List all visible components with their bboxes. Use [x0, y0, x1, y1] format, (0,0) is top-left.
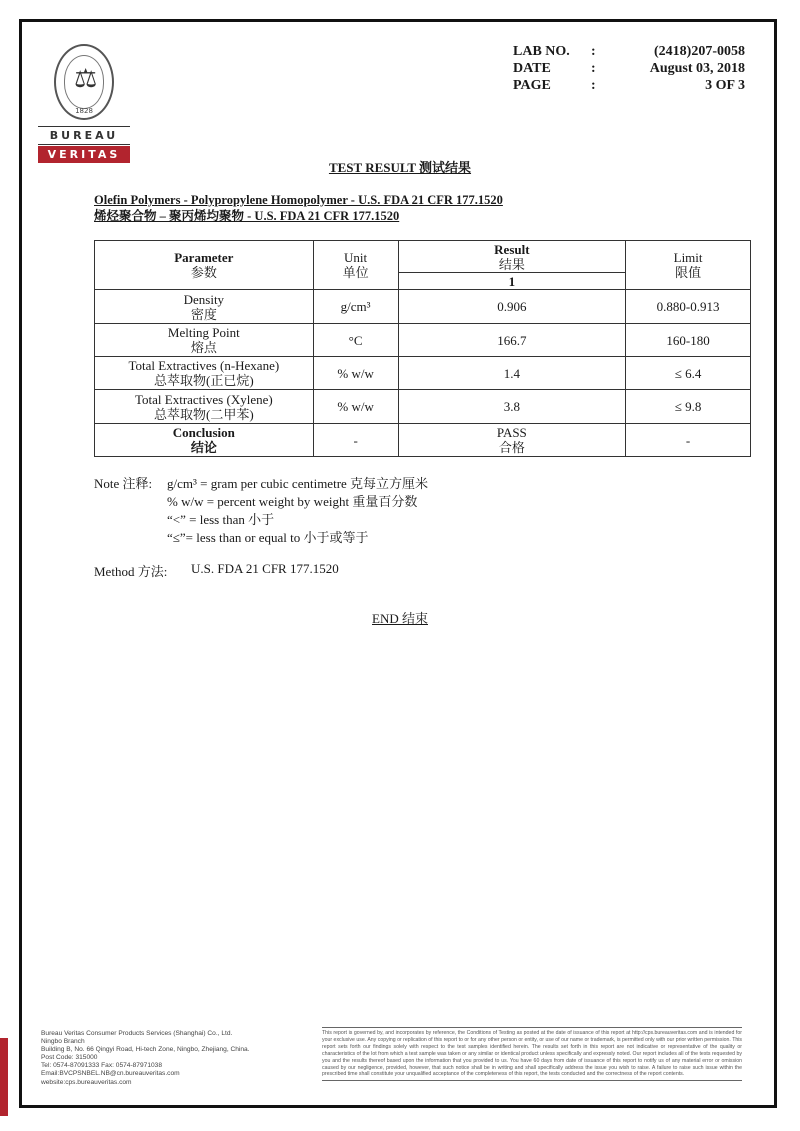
product-title	[94, 192, 503, 224]
method-row	[94, 561, 339, 580]
logo-figure-icon: ⚖	[74, 64, 98, 94]
date-value: August 03, 2018	[649, 61, 745, 76]
unit-cell: % w/w	[313, 390, 398, 424]
logo-year: 1828	[75, 107, 93, 115]
table-row	[95, 290, 751, 324]
table-row	[95, 324, 751, 357]
limit-cell: ≤ 6.4	[626, 357, 751, 390]
limit-cell: 160-180	[626, 324, 751, 357]
lab-no-label: LAB NO.	[513, 44, 570, 59]
unit-cell: °C	[313, 324, 398, 357]
header-limit-en: Limit	[673, 250, 703, 265]
limit-cell: ≤ 9.8	[626, 390, 751, 424]
param-en: Density	[183, 291, 225, 307]
logo-word-veritas: VERITAS	[38, 146, 130, 163]
address-line: Bureau Veritas Consumer Products Services (Shanghai) Co., Ltd.	[41, 1030, 233, 1037]
conclusion-result-en: PASS	[496, 425, 527, 440]
end-mark: END 结束	[372, 611, 428, 626]
notes-section	[94, 475, 428, 547]
notes-label: Note 注释:	[94, 476, 153, 491]
date-row	[513, 60, 753, 77]
param-cell	[95, 357, 314, 390]
param-cell	[95, 390, 314, 424]
edge-color-mark	[0, 1038, 8, 1116]
date-label: DATE	[513, 61, 551, 76]
note-row	[94, 511, 428, 529]
header-result-cn: 结果	[498, 256, 525, 272]
page-label: PAGE	[513, 78, 551, 93]
note-line: % w/w = percent weight by weight 重量百分数	[167, 494, 418, 509]
header-parameter-cn: 参数	[190, 265, 217, 280]
footer-legal-disclaimer: This report is governed by, and incorporates by reference, the Conditions of Testing as posted at the date of issuance of this report at http://cps.bureauveritas.com and is intended for your exclusive use. Any copying or replication of this report to or for any other person or entity, or use of our name or trademark, is permitted only with our prior written permission. This report sets forth our findings solely with respect to the test samples identified herein. The results set forth in this report are not indicative or representative of the quality or characteristics of the lot from which a test sample was taken or any similar or identical product unless specifically and expressly noted. Our report includes all of the tests requested by you and the results thereof based upon the information that you provided to us. You have 60 days from date of issuance of this report to notify us of any material error or omission caused by our negligence, provided, however, that such notice shall be in writing and shall specifically address the issue you wish to raise. A failure to raise such issue within the prescribed time shall constitute your unqualified acceptance of the completeness of this report, the tests conducted and the correctness of the report contents.	[322, 1027, 742, 1081]
conclusion-limit-cell: -	[626, 424, 751, 457]
note-line: “≤”= less than or equal to 小于或等于	[167, 530, 369, 545]
param-en: Melting Point	[167, 325, 240, 340]
unit-cell: g/cm³	[313, 290, 398, 324]
page-row	[513, 77, 753, 94]
separator: :	[591, 61, 596, 76]
address-line: Building B, No. 66 Qingyi Road, Hi-tech Zone, Ningbo, Zhejiang, China.	[41, 1046, 250, 1054]
page-value: 3 OF 3	[705, 78, 745, 93]
table-row	[95, 390, 751, 424]
address-line: website:cps.bureauveritas.com	[41, 1078, 132, 1086]
param-cell	[95, 324, 314, 357]
header-unit-en: Unit	[344, 250, 368, 265]
note-line: g/cm³ = gram per cubic centimetre 克每立方厘米	[167, 476, 429, 491]
lab-no-value: (2418)207-0058	[654, 44, 745, 59]
header-parameter	[95, 241, 314, 290]
conclusion-label-cell	[95, 424, 314, 457]
param-cn: 总萃取物(二甲苯)	[154, 406, 254, 422]
result-cell: 3.8	[398, 390, 626, 424]
address-line: Ningbo Branch	[41, 1038, 85, 1046]
conclusion-label-cn: 结论	[190, 440, 217, 455]
report-header-info	[513, 43, 753, 94]
method-label: Method 方法:	[94, 564, 168, 579]
header-parameter-en: Parameter	[174, 250, 234, 265]
conclusion-row	[95, 424, 751, 457]
limit-cell: 0.880-0.913	[626, 290, 751, 324]
separator: :	[591, 78, 596, 93]
table-row	[95, 357, 751, 390]
conclusion-result-cn: 合格	[498, 440, 525, 455]
param-cn: 总萃取物(正已烷)	[154, 373, 254, 388]
header-result	[398, 241, 626, 273]
unit-cell: % w/w	[313, 357, 398, 390]
note-line: “<” = less than 小于	[167, 512, 275, 527]
header-unit	[313, 241, 398, 290]
lab-no-row	[513, 43, 753, 60]
address-line: Post Code: 315000	[41, 1054, 98, 1062]
header-unit-cn: 单位	[342, 265, 369, 280]
note-row	[94, 493, 428, 511]
address-line: Email:BVCPSNBEL.NB@cn.bureauveritas.com	[41, 1070, 180, 1078]
conclusion-result-cell	[398, 424, 626, 457]
param-cn: 熔点	[190, 340, 217, 355]
section-title: TEST RESULT 测试结果	[328, 160, 472, 175]
result-cell: 166.7	[398, 324, 626, 357]
note-row	[94, 529, 428, 547]
note-row	[94, 475, 428, 493]
bureau-veritas-logo	[38, 44, 138, 163]
product-title-en: Olefin Polymers - Polypropylene Homopolymer - U.S. FDA 21 CFR 177.1520	[94, 193, 503, 207]
param-en: Total Extractives (n-Hexane)	[128, 358, 280, 373]
test-results-table	[94, 240, 751, 457]
address-line: Tel: 0574-87091333 Fax: 0574-87971038	[41, 1062, 162, 1070]
logo-seal	[54, 44, 114, 120]
header-result-sample-1: 1	[398, 273, 626, 290]
result-cell: 1.4	[398, 357, 626, 390]
conclusion-label-en: Conclusion	[172, 425, 235, 440]
param-cn: 密度	[190, 306, 217, 322]
method-value: U.S. FDA 21 CFR 177.1520	[191, 561, 339, 576]
result-cell: 0.906	[398, 290, 626, 324]
header-limit	[626, 241, 751, 290]
header-limit-cn: 限值	[675, 265, 702, 280]
logo-word-bureau: BUREAU	[38, 126, 130, 145]
param-cell	[95, 290, 314, 324]
param-en: Total Extractives (Xylene)	[134, 391, 273, 407]
conclusion-unit-cell: -	[313, 424, 398, 457]
header-result-en: Result	[494, 241, 530, 257]
product-title-cn: 烯烃聚合物 – 聚丙烯均聚物 - U.S. FDA 21 CFR 177.1520	[94, 209, 400, 223]
separator: :	[591, 44, 596, 59]
footer-address	[41, 1030, 311, 1087]
table-header-row	[95, 241, 751, 273]
